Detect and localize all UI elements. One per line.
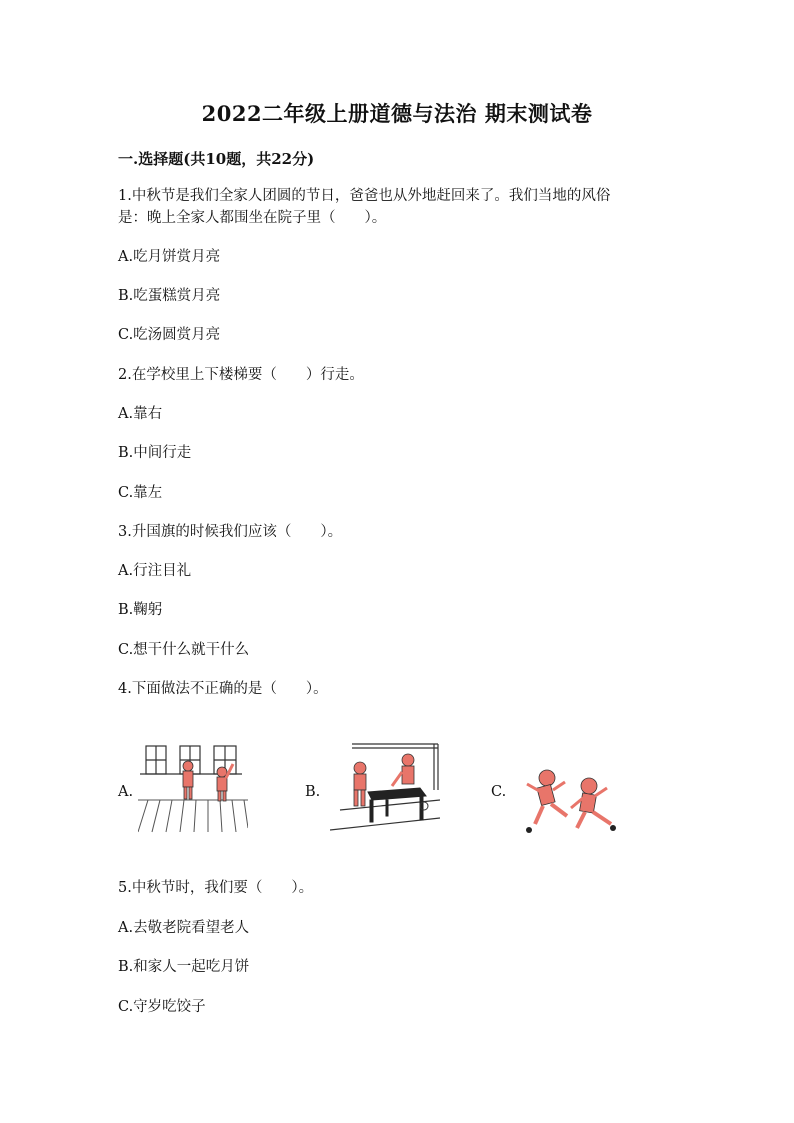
question-4-stem: 4.下面做法不正确的是（ ）。 — [118, 681, 328, 697]
question-4-option-a-label: A. — [118, 784, 134, 800]
question-3-option-c: C.想干什么就干什么 — [118, 642, 250, 658]
page-title: 2022二年级上册道德与法治 期末测试卷 — [201, 101, 593, 126]
question-2-option-b: B.中间行走 — [118, 445, 192, 461]
question-3-option-b: B.鞠躬 — [118, 602, 163, 618]
question-4-option-c-illustration — [515, 764, 625, 834]
question-2-stem: 2.在学校里上下楼梯要（ ）行走。 — [118, 367, 364, 383]
question-5-option-c: C.守岁吃饺子 — [118, 999, 206, 1015]
question-5-option-b: B.和家人一起吃月饼 — [118, 959, 250, 975]
question-2-option-c: C.靠左 — [118, 485, 163, 501]
question-5-option-a: A.去敬老院看望老人 — [118, 920, 250, 936]
question-1-stem-line1: 1.中秋节是我们全家人团圆的节日，爸爸也从外地赶回来了。我们当地的风俗 — [118, 188, 611, 204]
question-4-option-b-illustration — [330, 740, 440, 838]
question-5-stem: 5.中秋节时，我们要（ ）。 — [118, 880, 314, 896]
question-4-option-c-label: C. — [491, 784, 507, 800]
section-heading: 一.选择题(共10题，共22分) — [118, 150, 315, 168]
question-1-stem-line2: 是：晚上全家人都围坐在院子里（ ）。 — [118, 210, 387, 226]
question-2-option-a: A.靠右 — [118, 406, 163, 422]
question-4-option-a-illustration — [138, 742, 248, 834]
question-3-stem: 3.升国旗的时候我们应该（ ）。 — [118, 524, 343, 540]
question-3-option-a: A.行注目礼 — [118, 563, 192, 579]
question-1-option-b: B.吃蛋糕赏月亮 — [118, 288, 221, 304]
question-4-option-b-label: B. — [305, 784, 321, 800]
question-1-option-a: A.吃月饼赏月亮 — [118, 249, 221, 265]
question-1-option-c: C.吃汤圆赏月亮 — [118, 327, 221, 343]
